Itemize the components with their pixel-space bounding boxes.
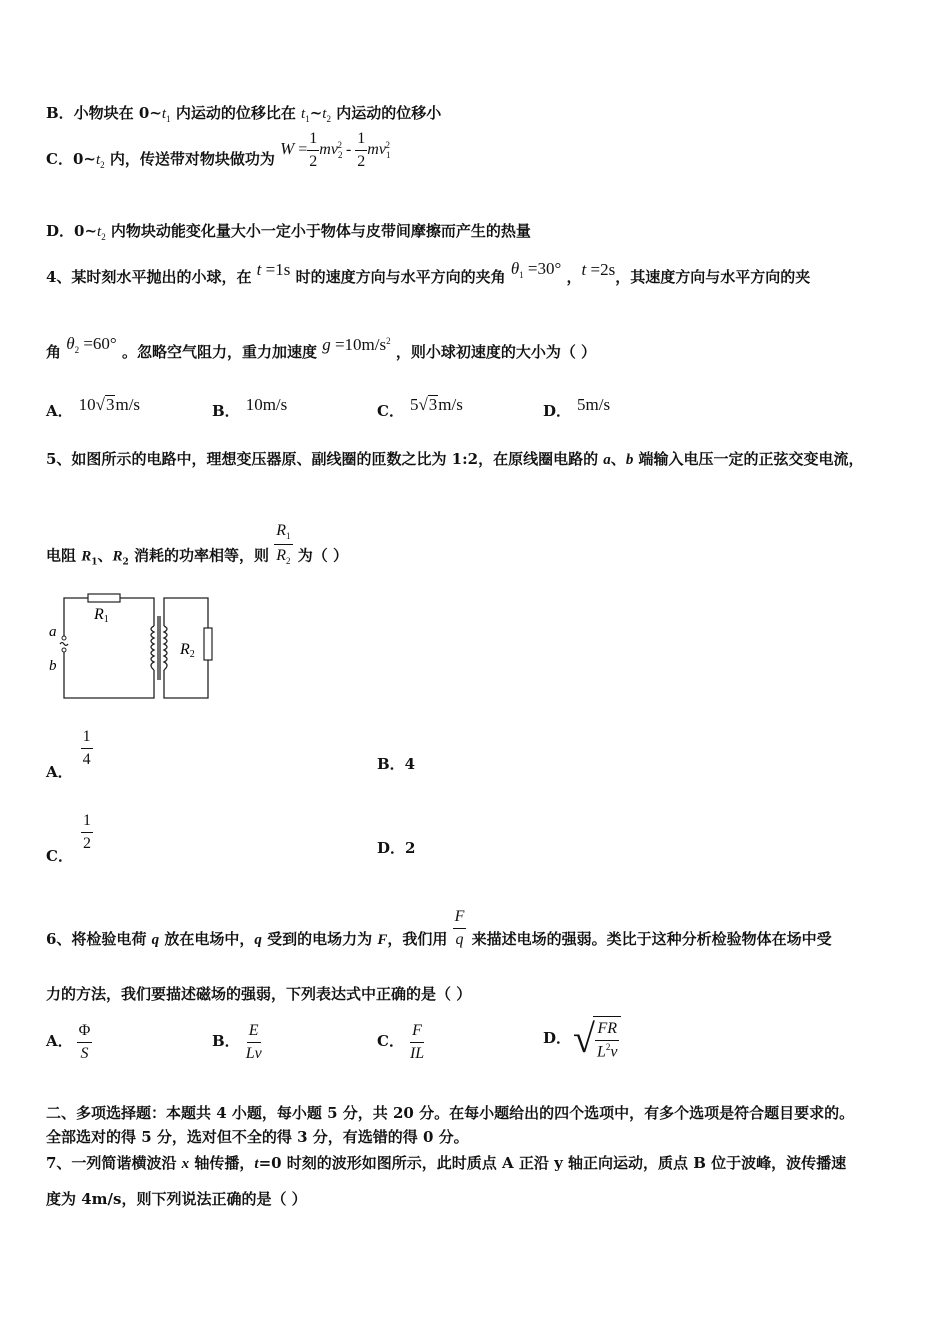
- transformer-circuit-diagram: [44, 588, 220, 704]
- r1-over-r2-fraction: $\frac{R_1}{R_2}$: [276, 522, 291, 567]
- q6-option-b[interactable]: B． $\frac{E}{Lv}$: [212, 1022, 262, 1062]
- q6-stem-line1: 6、将检验电荷 q 放在电场中，q 受到的电场力为 F，我们用 $\frac{F}{q}$ 来描述电场的强弱。类比于这种分析检验物体在场中受: [46, 908, 832, 949]
- terminal-a: [62, 636, 66, 640]
- q4-option-c[interactable]: C． 5√3m/s: [377, 395, 463, 420]
- q6-option-a[interactable]: A． $\frac{\Phi}{S}$: [46, 1022, 91, 1062]
- q4-stem-line1: 4、某时刻水平抛出的小球，在 t =1s 时的速度方向与水平方向的夹角 $\theta_1 =30^\circ$ ，t =2s，其速度方向与水平方向的夹: [46, 259, 811, 286]
- sqrt-expression: √ $\frac{FR}{L^2v}$: [573, 1016, 621, 1062]
- label-b: b: [49, 658, 57, 674]
- q5-option-a[interactable]: A． $\frac{1}{4}$: [46, 728, 91, 782]
- q4-option-d[interactable]: D． 5m/s: [543, 395, 611, 420]
- q4-option-b[interactable]: B． 10m/s: [212, 395, 288, 420]
- q4-stem-line2: 角 $\theta_2 =60^\circ$ 。忽略空气阻力，重力加速度 $g =10m/s^2$ ，则小球初速度的大小为（ ）: [46, 334, 597, 361]
- q7-stem-line2: 度为 4m/s，则下列说法正确的是（ ）: [46, 1190, 307, 1208]
- q5-stem-line2: 电阻 $R_1$、$R_2$ 消耗的功率相等，则 $\frac{R_1}{R_2}$ 为（ ）: [46, 522, 348, 568]
- half-fraction-2: $\frac{1}{2}$: [357, 130, 366, 170]
- q6-stem-line2: 力的方法，我们要描述磁场的强弱，下列表达式中正确的是（ ）: [46, 985, 472, 1003]
- label-r2: R2: [180, 641, 195, 660]
- q7-stem-line1: 7、一列简谐横波沿 x 轴传播，t=0 时刻的波形如图所示，此时质点 A 正沿 y 轴正向运动，质点 B 位于波峰，波传播速: [46, 1154, 847, 1172]
- q5-option-d[interactable]: D．2: [377, 839, 416, 857]
- resistor-r2: [204, 628, 212, 660]
- work-formula: W = $\frac{1}{2}$ $mv_2^2$ - $\frac{1}{2}$ $mv_1^2$: [280, 130, 391, 170]
- q4-option-a[interactable]: A． 10√3m/s: [46, 395, 141, 420]
- q3-option-c: C．$0\sim t_2$ 内，传送带对物块做功为 W = $\frac{1}{2}$ $mv_2^2$ - $\frac{1}{2}$ $mv_1^2$: [46, 130, 391, 171]
- q6-option-c[interactable]: C． $\frac{F}{IL}$: [377, 1022, 425, 1062]
- q3-option-b: B．小物块在 $0\sim t_1$ 内运动的位移比在 $t_1\sim t_2$ 内运动的位移小: [46, 104, 442, 124]
- f-over-q-fraction: $\frac{F}{q}$: [454, 908, 465, 948]
- q5-option-b[interactable]: B．4: [377, 755, 416, 773]
- section-2-heading-line2: 全部选对的得 5 分，选对但不全的得 3 分，有选错的得 0 分。: [46, 1128, 469, 1146]
- resistor-r1: [88, 594, 120, 602]
- half-fraction: $\frac{1}{2}$: [309, 130, 318, 170]
- q5-stem-line1: 5、如图所示的电路中，理想变压器原、副线圈的匝数之比为 1:2，在原线圈电路的 a、b 端输入电压一定的正弦交变电流，: [46, 450, 864, 468]
- label-a: a: [49, 624, 57, 640]
- q6-option-d[interactable]: D． √ $\frac{FR}{L^2v}$: [543, 1016, 621, 1062]
- q5-option-c[interactable]: C． $\frac{1}{2}$: [46, 812, 91, 866]
- label-r1: R1: [94, 606, 109, 625]
- terminal-b: [62, 648, 66, 652]
- q3-option-d: D．$0\sim t_2$ 内物块动能变化量大小一定小于物体与皮带间摩擦而产生的热量: [46, 222, 531, 242]
- section-2-heading-line1: 二、多项选择题：本题共 4 小题，每小题 5 分，共 20 分。在每小题给出的四个选项中，有多个选项是符合题目要求的。: [46, 1104, 855, 1122]
